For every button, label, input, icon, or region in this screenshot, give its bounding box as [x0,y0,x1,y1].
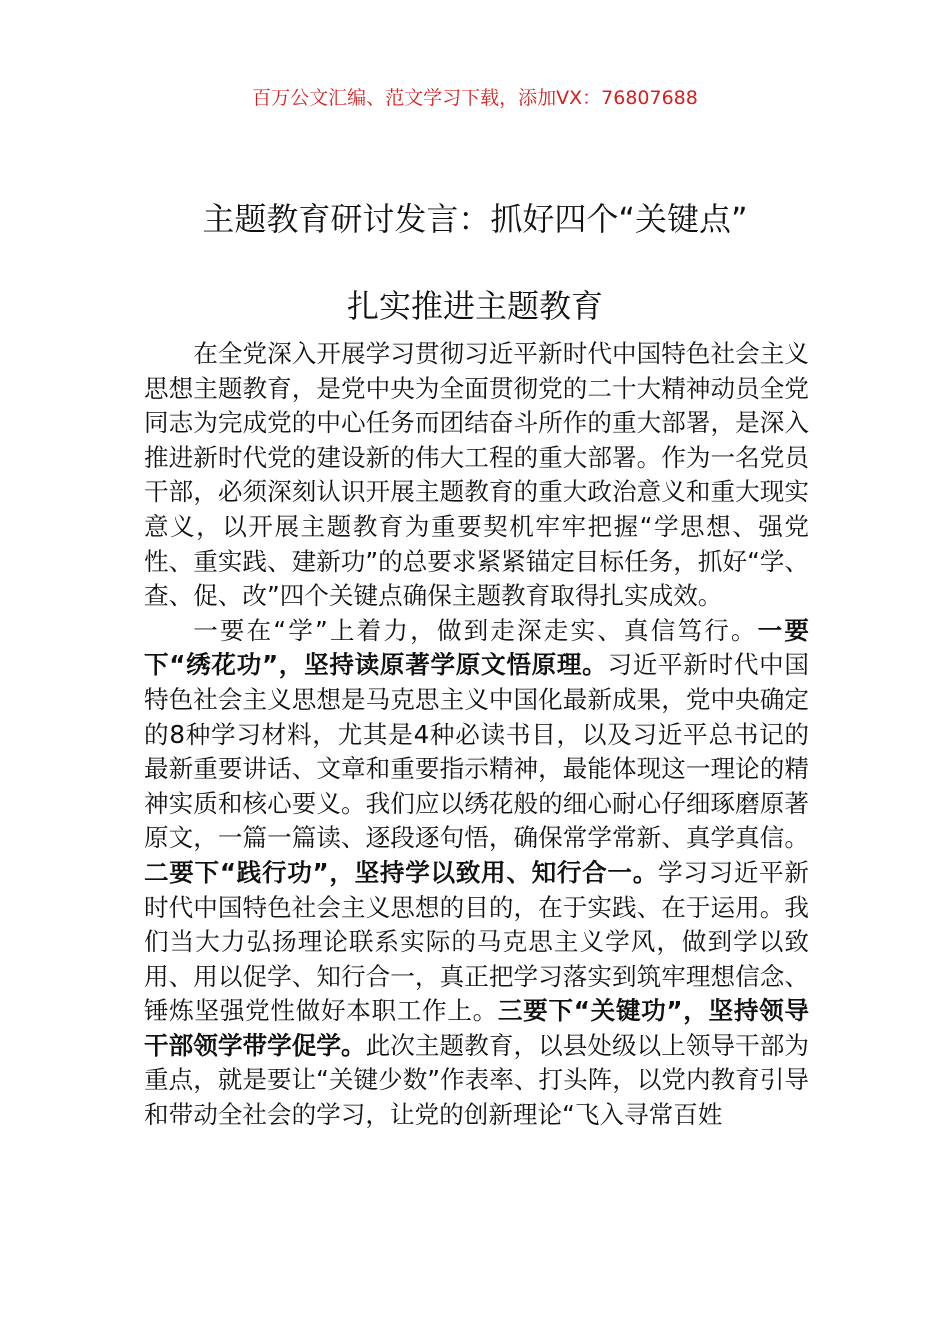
paragraph-intro: 在全党深入开展学习贯彻习近平新时代中国特色社会主义思想主题教育，是党中央为全面贯彻党的二十大精神动员全党同志为完成党的中心任务而团结奋斗所作的重大部署，是深入推进新时代党的建设新的伟大工程的重大部署。作为一名党员干部，必须深刻认识开展主题教育的重大政治意义和重大现实意义，以开展主题教育为重要契机牢牢把握“学思想、强党性、重实践、建新功”的总要求紧紧锚定目标任务，抓好“学、查、促、改”四个关键点确保主题教育取得扎实成效。 [144,339,809,611]
document-body [144,337,809,1133]
header-note: 百万公文汇编、范文学习下载，添加VX：76807688 [252,87,698,109]
point-1-heading: 一要下“绣花功”，坚持读原著学原文悟原理。 [144,615,809,680]
title-line-2: 扎实推进主题教育 [346,287,603,325]
paragraph-study [144,614,809,1133]
point-2-heading: 二要下“践行功”，坚持学以致用、知行合一。 [144,857,658,887]
point-3-heading: 三要下“关键功”，坚持领导干部领学带学促学。 [144,996,809,1060]
paragraph-lead: 一要在“学”上着力，做到走深走实、真信笃行。 [193,615,758,645]
point-1-text: 习近平新时代中国特色社会主义思想是马克思主义中国化最新成果，党中央确定的8种学习材料，尤其是4种必读书目，以及习近平总书记的最新重要讲话、文章和重要指示精神，最能体现这一理论的精神实质和核心要义。我们应以绣花般的细心耐心仔细琢磨原著原文，一篇一篇读、逐段逐句悟，确保常学常新、真学真信。 [144,650,809,853]
point-2-text: 学习习近平新时代中国特色社会主义思想的目的，在于实践、在于运用。我们当大力弘扬理论联系实际的马克思主义学风，做到学以致用、用以促学、知行合一，真正把学习落实到筑牢理想信念、锤炼坚强党性做好本职工作上。 [144,857,809,1026]
title-line-1: 主题教育研讨发言：抓好四个“关键点” [202,200,748,238]
point-3-text: 此次主题教育，以县处级以上领导干部为重点，就是要让“关键少数”作表率、打头阵，以党内教育引导和带动全社会的学习，让党的创新理论“飞入寻常百姓 [144,1030,809,1130]
document-title [60,176,890,350]
